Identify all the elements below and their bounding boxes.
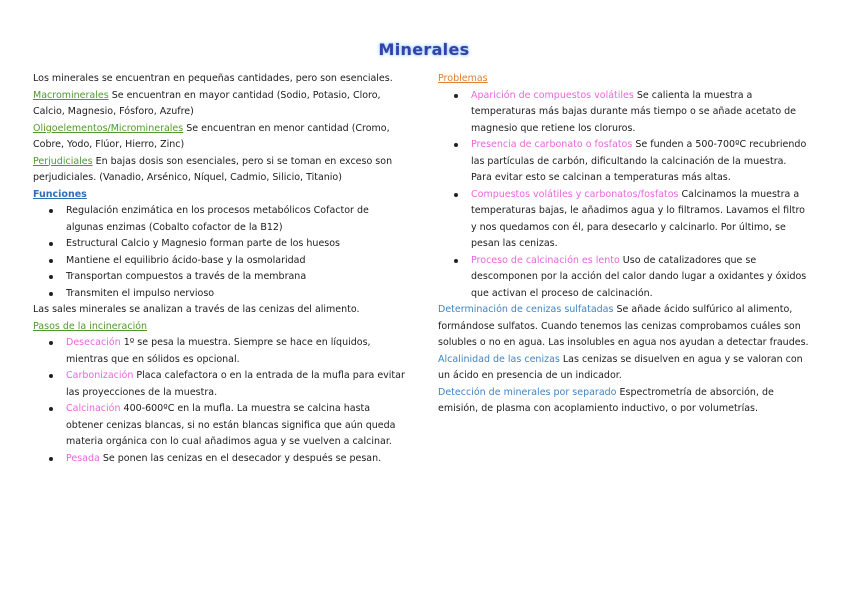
macrominerales-term: Macrominerales xyxy=(33,89,109,101)
page-title: Minerales xyxy=(378,40,470,59)
perjudiciales-text: En bajas dosis son esenciales, pero si se toman en exceso son perjudiciales. (Vanadio, Arsénico, Níquel, Cadmio, Silicio, Titanio) xyxy=(33,155,393,183)
perjudiciales-paragraph xyxy=(33,154,405,187)
perjudiciales-term: Perjudiciales xyxy=(33,155,93,167)
oligoelementos-term: Oligoelementos/Microminerales xyxy=(33,122,184,134)
problema-term: Compuestos volátiles y carbonatos/fosfatos xyxy=(471,188,679,200)
pasos-heading: Pasos de la incineración xyxy=(33,320,148,332)
paso-term: Carbonización xyxy=(66,370,134,381)
list-item: Estructural Calcio y Magnesio forman parte de los huesos xyxy=(66,236,405,253)
problema-term: Proceso de calcinación es lento xyxy=(471,254,620,266)
oligoelementos-paragraph xyxy=(33,121,405,154)
problema-term: Aparición de compuestos volátiles xyxy=(471,89,634,101)
cenizas-sulfatadas-paragraph: Determinación de cenizas sulfatadas Se añade ácido sulfúrico al alimento, formándose sulfatos. Cuando tenemos las cenizas comprobamos cuáles son solubles o no en agua. Las insolubles en agua nos ayudan a detectar fraudes. xyxy=(438,304,809,348)
alcalinidad-paragraph: Alcalinidad de las cenizas Las cenizas se disuelven en agua y se valoran con un ácido en presencia de un indicador. xyxy=(438,353,803,381)
pasos-list xyxy=(33,335,405,467)
paso-term: Pesada xyxy=(66,452,100,464)
deteccion-paragraph: Detección de minerales por separado Espectrometría de absorción, de emisión, de plasma con acoplamiento inductivo, o por volumetrías. xyxy=(438,386,774,414)
macrominerales-paragraph xyxy=(33,88,405,121)
funciones-list xyxy=(33,203,405,302)
funciones-heading: Funciones xyxy=(33,188,87,200)
list-item: Transmiten el impulso nervioso xyxy=(66,286,405,303)
list-item: Carbonización Placa calefactora o en la entrada de la mufla para evitar las proyecciones de la muestra. xyxy=(66,368,405,401)
problemas-list xyxy=(438,88,810,303)
deteccion-term: Detección de minerales por separado xyxy=(438,386,617,398)
problema-term: Presencia de carbonato o fosfatos xyxy=(471,139,633,150)
list-item: Desecación 1º se pesa la muestra. Siempre se hace en líquidos, mientras que en sólidos es opcional. xyxy=(66,335,405,368)
list-item: Presencia de carbonato o fosfatos Se funden a 500-700ºC recubriendo las partículas de carbón, dificultando la calcinación de la muestra. Para evitar esto se calcinan a temperaturas más altas. xyxy=(471,137,810,187)
list-item: Compuestos volátiles y carbonatos/fosfatos Calcinamos la muestra a temperaturas bajas, le añadimos agua y lo filtramos. Lavamos el filtro y nos quedamos con él, para desecarlo y calcinarlo. Por último, se pesan las cenizas. xyxy=(471,187,810,253)
list-item: Mantiene el equilibrio ácido-base y la osmolaridad xyxy=(66,253,405,270)
list-item: Aparición de compuestos volátiles Se calienta la muestra a temperaturas más bajas durante más tiempo o se añade acetato de magnesio que retiene los cloruros. xyxy=(471,88,810,138)
paso-term: Desecación xyxy=(66,337,121,348)
list-item: Pesada Se ponen las cenizas en el desecador y después se pesan. xyxy=(66,451,405,468)
intro-paragraph: Los minerales se encuentran en pequeñas cantidades, pero son esenciales. xyxy=(33,73,393,84)
list-item: Calcinación 400-600ºC en la mufla. La muestra se calcina hasta obtener cenizas blancas, si no están blancas significa que aún queda materia orgánica con lo cual añadimos agua y se vuelven a calcinar. xyxy=(66,401,405,451)
paso-term: Calcinación xyxy=(66,403,121,414)
left-column xyxy=(33,71,405,467)
problemas-heading: Problemas xyxy=(438,73,488,84)
list-item: Proceso de calcinación es lento Uso de catalizadores que se descomponen por la acción del calor dando lugar a oxidantes y óxidos que activan el proceso de calcinación. xyxy=(471,253,810,303)
macrominerales-text: Se encuentran en mayor cantidad (Sodio, Potasio, Cloro, Calcio, Magnesio, Fósforo, Azufre) xyxy=(33,89,381,117)
list-item: Transportan compuestos a través de la membrana xyxy=(66,269,405,286)
alcalinidad-term: Alcalinidad de las cenizas xyxy=(438,353,560,365)
right-column xyxy=(438,71,810,418)
list-item: Regulación enzimática en los procesos metabólicos Cofactor de algunas enzimas (Cobalto cofactor de la B12) xyxy=(66,203,405,236)
oligoelementos-text: Se encuentran en menor cantidad (Cromo, Cobre, Yodo, Flúor, Hierro, Zinc) xyxy=(33,122,390,150)
sales-paragraph: Las sales minerales se analizan a través de las cenizas del alimento. xyxy=(33,304,360,315)
cenizas-sulfatadas-term: Determinación de cenizas sulfatadas xyxy=(438,304,614,315)
